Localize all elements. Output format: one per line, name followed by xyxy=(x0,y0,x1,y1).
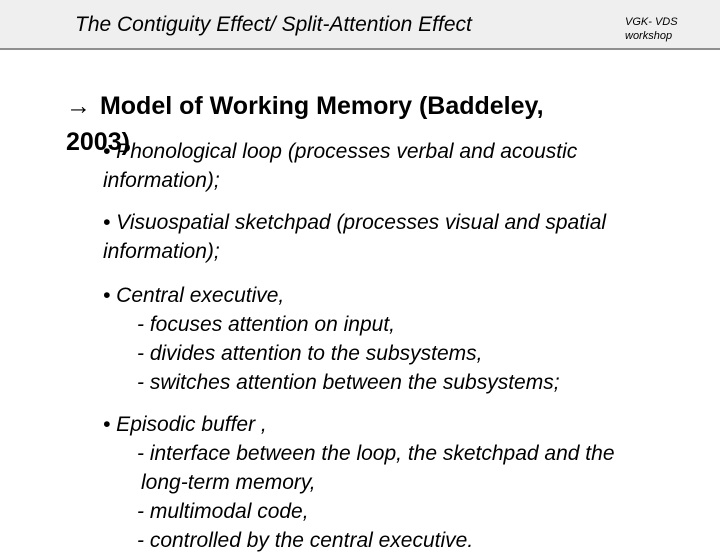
bullet-episodic-buffer xyxy=(103,410,615,555)
workshop-tag-line1: VGK- VDS xyxy=(625,16,678,28)
workshop-tag-line2: workshop xyxy=(625,30,673,42)
workshop-tag xyxy=(625,15,678,43)
bullet-phonological-loop xyxy=(103,137,577,195)
sub-item: - interface between the loop, the sketchpad and the xyxy=(137,442,615,465)
slide-header xyxy=(0,0,720,50)
bullet-line: information); xyxy=(103,240,220,263)
bullet-central-executive xyxy=(103,281,560,397)
section-heading-line2: 2003) xyxy=(66,128,130,156)
bullet-line: • Central executive, xyxy=(103,284,285,307)
bullet-line: • Visuospatial sketchpad (processes visual and spatial xyxy=(103,211,607,234)
bullet-visuospatial-sketchpad xyxy=(103,208,606,266)
sub-item: - multimodal code, xyxy=(137,500,309,523)
section-heading-line1: → Model of Working Memory (Baddeley, xyxy=(66,92,544,120)
bullet-line: • Phonological loop (processes verbal and acoustic xyxy=(103,140,578,163)
slide-title: The Contiguity Effect/ Split-Attention Effect xyxy=(75,13,472,36)
sub-item: - controlled by the central executive. xyxy=(137,529,474,552)
right-arrow-icon: → xyxy=(66,92,91,120)
bullet-line: information); xyxy=(103,169,220,192)
sub-item: - divides attention to the subsystems, xyxy=(137,342,483,365)
sub-item: - focuses attention on input, xyxy=(137,313,395,336)
sub-item: long-term memory, xyxy=(141,471,316,494)
bullet-line: • Episodic buffer , xyxy=(103,413,267,436)
sub-item: - switches attention between the subsystems; xyxy=(137,371,560,394)
